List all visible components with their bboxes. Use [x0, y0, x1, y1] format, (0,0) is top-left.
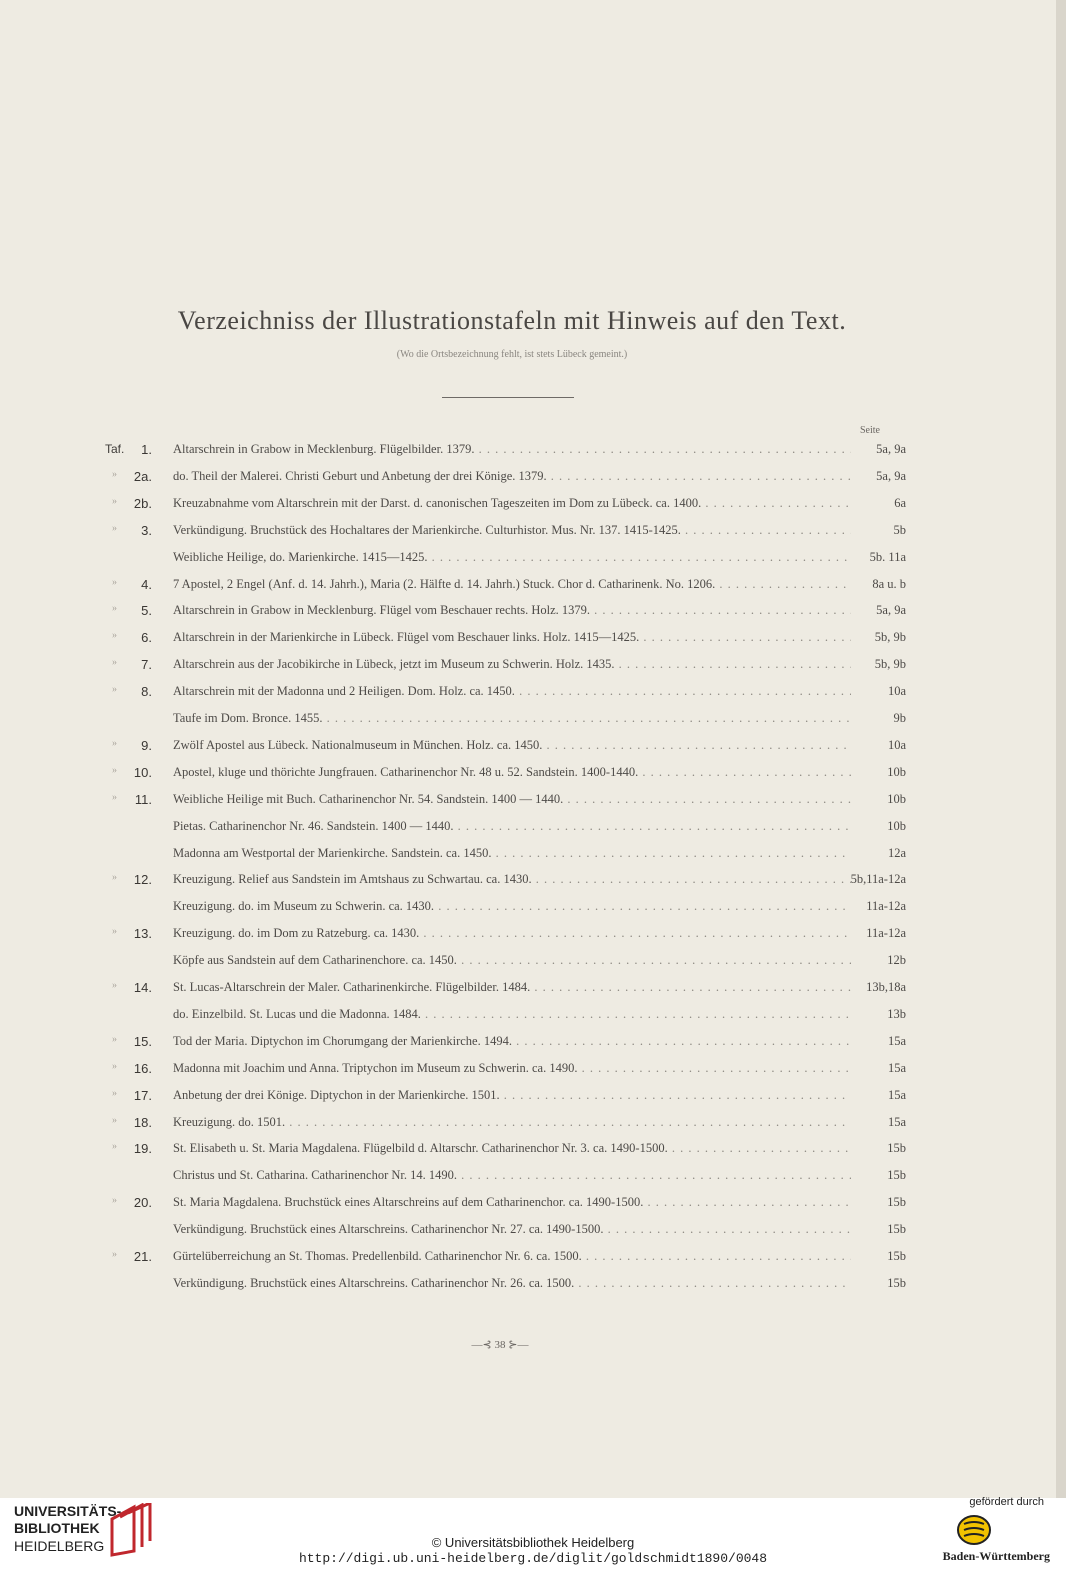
plate-number: 19.	[133, 1141, 152, 1156]
plate-page-reference: 10b	[887, 792, 906, 806]
plate-entry	[0, 846, 1066, 866]
plate-page-reference: 5a, 9a	[876, 469, 906, 483]
plate-entry	[0, 980, 1066, 1000]
plate-page-reference: 10b	[887, 765, 906, 779]
plate-description: Apostel, kluge und thörichte Jungfrauen. Catharinenchor Nr. 48 u. 52. Sandstein. 1400-1440. . . .	[173, 765, 851, 780]
plate-description: Kreuzabnahme vom Altarschrein mit der Darst. d. canonischen Tageszeiten im Dom zu Lübeck. ca. 1400. . . .	[173, 496, 851, 511]
plate-entry	[0, 496, 1066, 516]
plate-description: St. Lucas-Altarschrein der Maler. Catharinenkirche. Flügelbilder. 1484. . . .	[173, 980, 851, 995]
plate-number: 14.	[133, 980, 152, 995]
plate-entry	[0, 684, 1066, 704]
plate-number: 16.	[133, 1061, 152, 1076]
plate-entry	[0, 1034, 1066, 1054]
plate-number: 8.	[141, 684, 152, 699]
ditto-mark: »	[112, 630, 117, 641]
ditto-mark: »	[112, 1115, 117, 1126]
taf-label: Taf.	[105, 442, 125, 456]
plate-description: Kreuzigung. Relief aus Sandstein im Amtshaus zu Schwartau. ca. 1430. . . .	[173, 872, 851, 887]
plate-entry	[0, 765, 1066, 785]
plate-page-reference: 5b, 9b	[874, 630, 906, 644]
plate-description: Köpfe aus Sandstein auf dem Catharinenchore. ca. 1450. . . .	[173, 953, 851, 968]
plate-entry	[0, 1141, 1066, 1161]
plate-description: 7 Apostel, 2 Engel (Anf. d. 14. Jahrh.), Maria (2. Hälfte d. 14. Jahrh.) Stuck. Chor d. Catharinenk. No. 1206. . . .	[173, 577, 851, 592]
plate-description: Gürtelüberreichung an St. Thomas. Predellenbild. Catharinenchor Nr. 6. ca. 1500. . . .	[173, 1249, 851, 1264]
plate-page-reference: 5b. 11a	[869, 550, 906, 564]
plate-entry	[0, 1222, 1066, 1242]
ditto-mark: »	[112, 657, 117, 668]
plate-page-reference: 12a	[887, 846, 906, 860]
page-title: Verzeichniss der Illustrationstafeln mit Hinweis auf den Text.	[177, 306, 847, 335]
ditto-mark: »	[112, 577, 117, 588]
ditto-mark: »	[112, 1034, 117, 1045]
plate-entry	[0, 1061, 1066, 1081]
plate-description: Altarschrein mit der Madonna und 2 Heiligen. Dom. Holz. ca. 1450. . . .	[173, 684, 851, 699]
plate-page-reference: 15b	[887, 1249, 906, 1263]
plate-entry	[0, 1276, 1066, 1296]
plate-entry	[0, 953, 1066, 973]
ditto-mark: »	[112, 1195, 117, 1206]
plate-number: 18.	[133, 1115, 152, 1130]
plate-page-reference: 9b	[893, 711, 906, 725]
library-logo-line1: UNIVERSITÄTS-	[14, 1503, 122, 1519]
plate-entry	[0, 1115, 1066, 1135]
plate-description: Taufe im Dom. Bronce. 1455. . . .	[173, 711, 851, 726]
plate-page-reference: 15b	[887, 1141, 906, 1155]
library-logo-line2: BIBLIOTHEK	[14, 1520, 100, 1536]
ditto-mark: »	[112, 980, 117, 991]
seite-header: Seite	[860, 425, 880, 436]
plate-entry	[0, 469, 1066, 489]
plate-number: 6.	[141, 630, 152, 645]
plate-description: Verkündigung. Bruchstück des Hochaltares der Marienkirche. Culturhistor. Mus. Nr. 137. 1415-1425. . . .	[173, 523, 851, 538]
plate-page-reference: 5b, 9b	[874, 657, 906, 671]
copyright-notice: © Universitätsbibliothek Heidelberg	[431, 1535, 635, 1550]
plate-page-reference: 5b,11a-12a	[850, 872, 906, 886]
plate-page-reference: 15a	[887, 1088, 906, 1102]
plate-entry	[0, 899, 1066, 919]
plate-description: Christus und St. Catharina. Catharinenchor Nr. 14. 1490. . . .	[173, 1168, 851, 1183]
ditto-mark: »	[112, 926, 117, 937]
plate-number: 15.	[133, 1034, 152, 1049]
plate-entry	[0, 1195, 1066, 1215]
plate-description: Weibliche Heilige, do. Marienkirche. 1415—1425. . . .	[173, 550, 851, 565]
plate-page-reference: 5a, 9a	[876, 603, 906, 617]
plate-page-reference: 15b	[887, 1168, 906, 1182]
plate-page-reference: 15b	[887, 1195, 906, 1209]
plate-page-reference: 11a-12a	[866, 899, 906, 913]
plate-entry	[0, 630, 1066, 650]
plate-description: Weibliche Heilige mit Buch. Catharinenchor Nr. 54. Sandstein. 1400 — 1440. . . .	[173, 792, 851, 807]
plate-number: 10.	[133, 765, 152, 780]
plate-page-reference: 13b,18a	[866, 980, 906, 994]
plate-number: 17.	[133, 1088, 152, 1103]
plate-number: 11.	[134, 792, 152, 807]
plate-page-reference: 5a, 9a	[876, 442, 906, 456]
plate-entry	[0, 711, 1066, 731]
plate-description: Verkündigung. Bruchstück eines Altarschreins. Catharinenchor Nr. 27. ca. 1490-1500. . . .	[173, 1222, 851, 1237]
plate-entry	[0, 1168, 1066, 1188]
plate-entry	[0, 819, 1066, 839]
plate-description: Verkündigung. Bruchstück eines Altarschreins. Catharinenchor Nr. 26. ca. 1500. . . .	[173, 1276, 851, 1291]
plate-number: 1.	[141, 442, 152, 457]
ditto-mark: »	[112, 792, 117, 803]
plate-number: 2b.	[133, 496, 152, 511]
plate-description: Altarschrein in der Marienkirche in Lübeck. Flügel vom Beschauer links. Holz. 1415—1425. . . .	[173, 630, 851, 645]
plate-number: 21.	[133, 1249, 152, 1264]
plate-entry	[0, 523, 1066, 543]
baden-wuerttemberg-crest-icon	[954, 1512, 994, 1548]
plate-description: Kreuzigung. do. 1501. . . .	[173, 1115, 851, 1130]
page-subtitle: (Wo die Ortsbezeichnung fehlt, ist stets Lübeck gemeint.)	[396, 349, 628, 360]
ditto-mark: »	[112, 1141, 117, 1152]
divider	[442, 397, 574, 398]
plate-description: Altarschrein in Grabow in Mecklenburg. Flügelbilder. 1379. . . .	[173, 442, 851, 457]
ditto-mark: »	[112, 496, 117, 507]
sponsor-label: gefördert durch	[969, 1496, 1044, 1508]
plate-page-reference: 5b	[893, 523, 906, 537]
plate-page-reference: 6a	[894, 496, 906, 510]
plate-entry	[0, 1088, 1066, 1108]
plate-page-reference: 8a u. b	[872, 577, 906, 591]
plate-number: 2a.	[133, 469, 152, 484]
plate-description: Pietas. Catharinenchor Nr. 46. Sandstein. 1400 — 1440. . . .	[173, 819, 851, 834]
ditto-mark: »	[112, 523, 117, 534]
plate-page-reference: 10a	[887, 738, 906, 752]
ditto-mark: »	[112, 872, 117, 883]
plate-entry	[0, 657, 1066, 677]
plate-page-reference: 15a	[887, 1034, 906, 1048]
plate-number: 7.	[141, 657, 152, 672]
sponsor-name: Baden-Württemberg	[942, 1549, 1050, 1563]
plate-page-reference: 15a	[887, 1061, 906, 1075]
plate-number: 5.	[141, 603, 152, 618]
plate-entry	[0, 577, 1066, 597]
plate-entry	[0, 1249, 1066, 1269]
plate-description: Tod der Maria. Diptychon im Chorumgang der Marienkirche. 1494. . . .	[173, 1034, 851, 1049]
plate-page-reference: 15b	[887, 1222, 906, 1236]
plate-description: Madonna mit Joachim und Anna. Triptychon im Museum zu Schwerin. ca. 1490. . . .	[173, 1061, 851, 1076]
library-logo-line3: HEIDELBERG	[14, 1538, 105, 1554]
plate-description: Altarschrein aus der Jacobikirche in Lübeck, jetzt im Museum zu Schwerin. Holz. 1435. . . .	[173, 657, 851, 672]
plate-description: do. Theil der Malerei. Christi Geburt und Anbetung der drei Könige. 1379. . . .	[173, 469, 851, 484]
ditto-mark: »	[112, 469, 117, 480]
plate-entry	[0, 872, 1066, 892]
ditto-mark: »	[112, 1088, 117, 1099]
ditto-mark: »	[112, 684, 117, 695]
plate-page-reference: 11a-12a	[866, 926, 906, 940]
plate-description: St. Maria Magdalena. Bruchstück eines Altarschreins auf dem Catharinenchor. ca. 1490-1500. . . .	[173, 1195, 851, 1210]
plate-number: 12.	[133, 872, 152, 887]
plate-entry	[0, 442, 1066, 462]
plate-entry	[0, 550, 1066, 570]
plate-description: Zwölf Apostel aus Lübeck. Nationalmuseum in München. Holz. ca. 1450. . . .	[173, 738, 851, 753]
plate-number: 4.	[141, 577, 152, 592]
plate-entry	[0, 1007, 1066, 1027]
plate-entry	[0, 603, 1066, 623]
ditto-mark: »	[112, 1249, 117, 1260]
plate-description: do. Einzelbild. St. Lucas und die Madonna. 1484. . . .	[173, 1007, 851, 1022]
page-number: —⊰ 38 ⊱—	[471, 1339, 529, 1351]
plate-page-reference: 12b	[887, 953, 906, 967]
ditto-mark: »	[112, 1061, 117, 1072]
plate-number: 3.	[141, 523, 152, 538]
plate-entry	[0, 926, 1066, 946]
plate-description: Altarschrein in Grabow in Mecklenburg. Flügel vom Beschauer rechts. Holz. 1379. . . .	[173, 603, 851, 618]
plate-description: Kreuzigung. do. im Museum zu Schwerin. ca. 1430. . . .	[173, 899, 851, 914]
plate-page-reference: 13b	[887, 1007, 906, 1021]
ditto-mark: »	[112, 738, 117, 749]
plate-page-reference: 15b	[887, 1276, 906, 1290]
plate-number: 20.	[133, 1195, 152, 1210]
plate-description: Madonna am Westportal der Marienkirche. Sandstein. ca. 1450. . . .	[173, 846, 851, 861]
plate-description: Kreuzigung. do. im Dom zu Ratzeburg. ca. 1430. . . .	[173, 926, 851, 941]
plate-number: 9.	[141, 738, 152, 753]
plate-page-reference: 10b	[887, 819, 906, 833]
plate-page-reference: 10a	[887, 684, 906, 698]
plate-entry	[0, 792, 1066, 812]
plate-number: 13.	[133, 926, 152, 941]
plate-page-reference: 15a	[887, 1115, 906, 1129]
source-url[interactable]: http://digi.ub.uni-heidelberg.de/diglit/goldschmidt1890/0048	[298, 1551, 768, 1566]
plate-description: Anbetung der drei Könige. Diptychon in der Marienkirche. 1501. . . .	[173, 1088, 851, 1103]
plate-description: St. Elisabeth u. St. Maria Magdalena. Flügelbild d. Altarschr. Catharinenchor Nr. 3. ca. 1490-1500. . . .	[173, 1141, 851, 1156]
plate-entry	[0, 738, 1066, 758]
ditto-mark: »	[112, 765, 117, 776]
ditto-mark: »	[112, 603, 117, 614]
